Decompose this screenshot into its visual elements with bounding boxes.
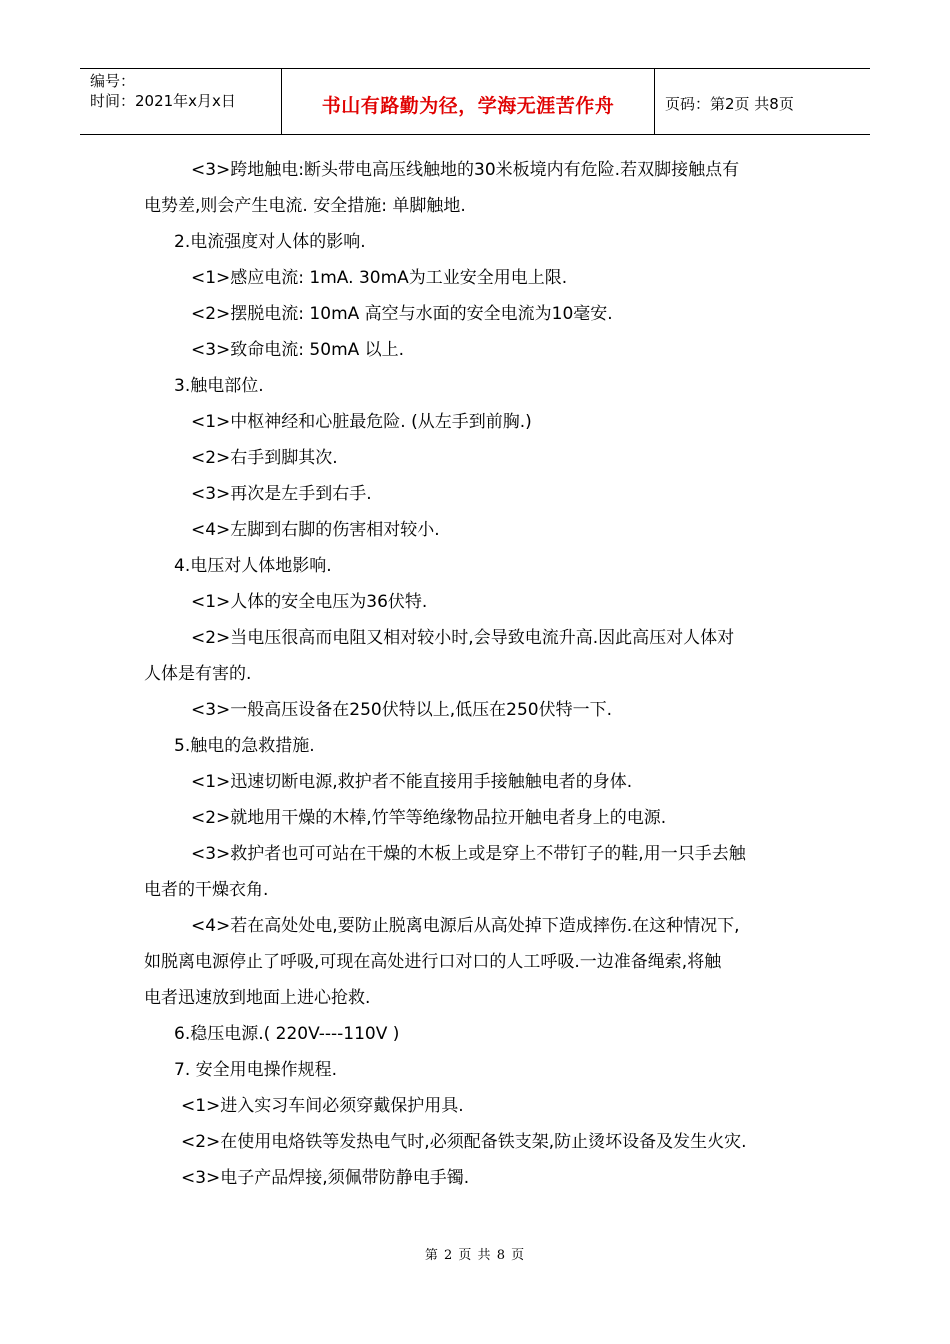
text-line: 电者迅速放到地面上进心抢救. xyxy=(144,988,371,1008)
section-heading: 2.电流强度对人体的影响. xyxy=(174,232,366,252)
header-meta xyxy=(80,69,282,134)
header-motto: 书山有路勤为径，学海无涯苦作舟 xyxy=(282,69,655,134)
text-line: 如脱离电源停止了呼吸,可现在高处进行口对口的人工呼吸.一边准备绳索,将触 xyxy=(144,952,722,972)
number-label: 编号： xyxy=(90,72,136,90)
document-body xyxy=(144,152,816,1196)
text-line: <2>摆脱电流: 10mA 高空与水面的安全电流为10毫安. xyxy=(191,304,613,324)
text-line: 电势差,则会产生电流. 安全措施: 单脚触地. xyxy=(144,196,466,216)
section-heading: 6.稳压电源.( 220V----110V ) xyxy=(174,1024,400,1044)
text-line: <1>人体的安全电压为36伏特. xyxy=(191,592,428,612)
text-line: 人体是有害的. xyxy=(144,664,252,684)
page-header xyxy=(80,68,870,135)
section-heading: 3.触电部位. xyxy=(174,376,264,396)
text-line: 电者的干燥衣角. xyxy=(144,880,269,900)
text-line: <2>当电压很高而电阻又相对较小时,会导致电流升高.因此高压对人体对 xyxy=(191,628,735,648)
text-line: <1>迅速切断电源,救护者不能直接用手接触触电者的身体. xyxy=(191,772,633,792)
date-line: 时间：2021年x月x日 xyxy=(90,92,236,110)
text-line: <2>在使用电烙铁等发热电气时,必须配备铁支架,防止烫坏设备及发生火灾. xyxy=(181,1132,747,1152)
text-line: <1>进入实习车间必须穿戴保护用具. xyxy=(181,1096,464,1116)
text-line: <1>感应电流: 1mA. 30mA为工业安全用电上限. xyxy=(191,268,568,288)
text-line: <2>就地用干燥的木棒,竹竿等绝缘物品拉开触电者身上的电源. xyxy=(191,808,667,828)
text-line: <3>救护者也可可站在干燥的木板上或是穿上不带钉子的鞋,用一只手去触 xyxy=(191,844,746,864)
text-line: <3>致命电流: 50mA 以上. xyxy=(191,340,405,360)
header-page-code: 页码：第2页 共8页 xyxy=(665,95,794,113)
section-heading: 5.触电的急救措施. xyxy=(174,736,315,756)
text-line: <3>电子产品焊接,须佩带防静电手镯. xyxy=(181,1168,470,1188)
text-line: <3>跨地触电:断头带电高压线触地的30米板境内有危险.若双脚接触点有 xyxy=(191,160,740,180)
text-line: <1>中枢神经和心脏最危险. (从左手到前胸.) xyxy=(191,412,532,432)
text-line: <2>右手到脚其次. xyxy=(191,448,338,468)
text-line: <3>一般高压设备在250伏特以上,低压在250伏特一下. xyxy=(191,700,613,720)
text-line: <4>若在高处处电,要防止脱离电源后从高处掉下造成摔伤.在这种情况下, xyxy=(191,916,740,936)
page-footer: 第 2 页 共 8 页 xyxy=(424,1248,526,1263)
text-line: <3>再次是左手到右手. xyxy=(191,484,372,504)
section-heading: 4.电压对人体地影响. xyxy=(174,556,332,576)
text-line: <4>左脚到右脚的伤害相对较小. xyxy=(191,520,440,540)
section-heading: 7. 安全用电操作规程. xyxy=(174,1060,338,1080)
